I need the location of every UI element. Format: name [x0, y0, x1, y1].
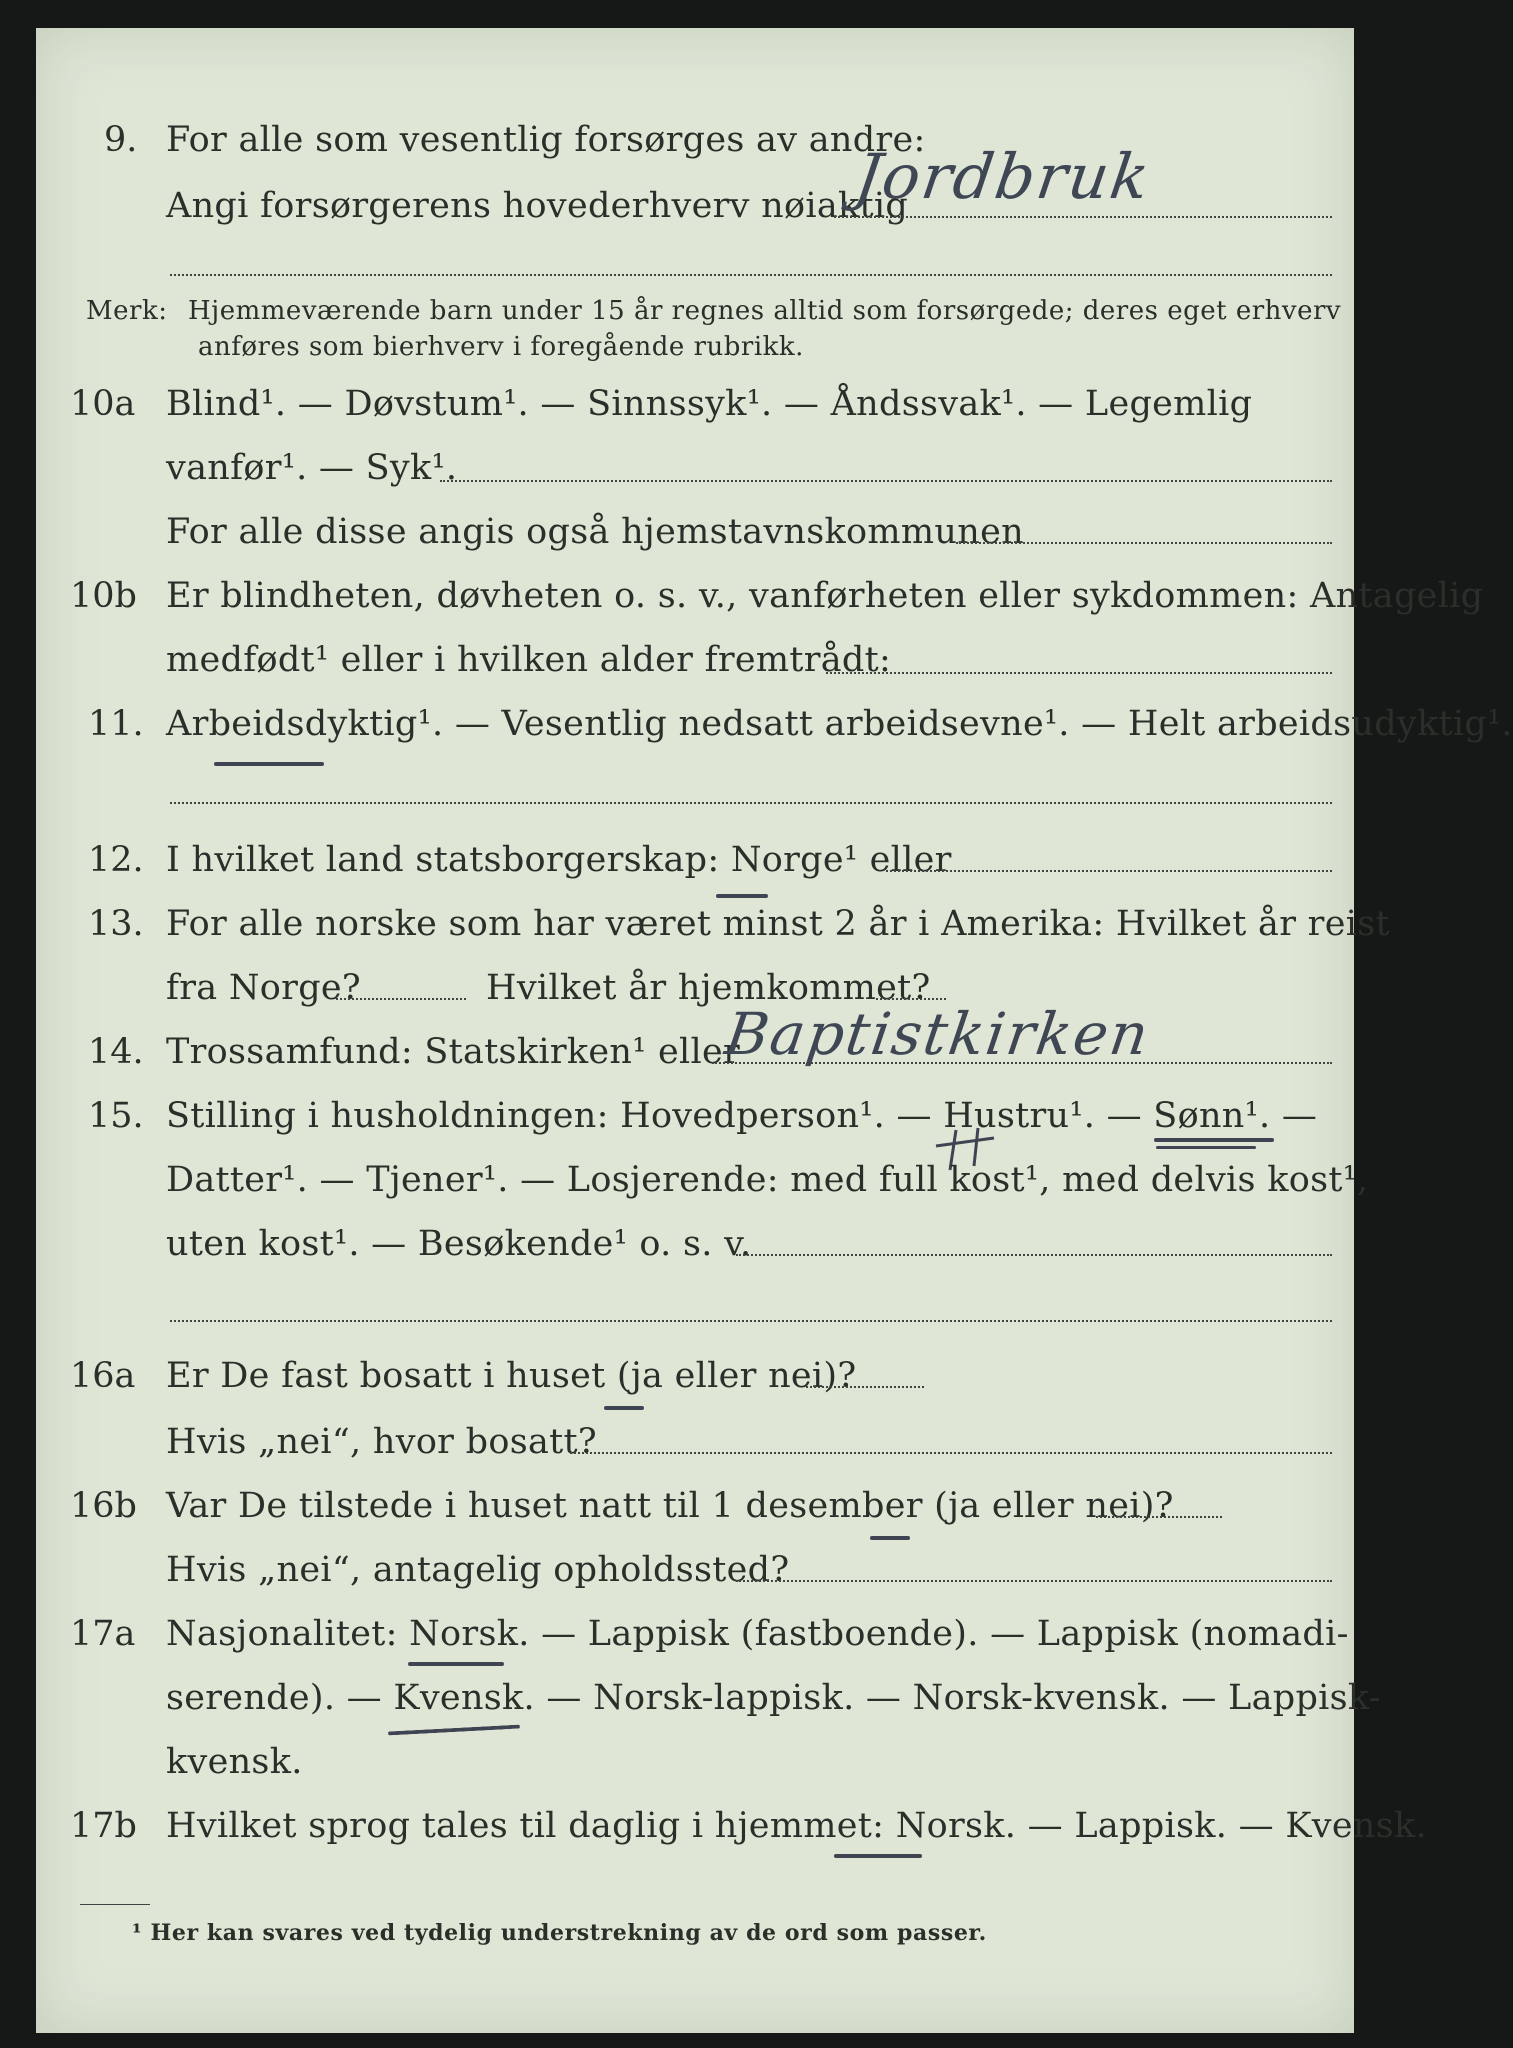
q15-answer-line[interactable]	[736, 1254, 1332, 1256]
q10a-answer-line[interactable]	[440, 480, 1332, 482]
q9-extra-line[interactable]	[170, 274, 1332, 276]
q10b-line2: medfødt¹ eller i hvilken alder fremtrådt:	[166, 640, 892, 680]
q16a-residence-line[interactable]	[570, 1452, 1332, 1454]
census-form-page	[36, 28, 1513, 2033]
q16a-answer-line[interactable]	[806, 1386, 924, 1388]
q16b-line2: Hvis „nei“, antagelig opholdssted?	[166, 1550, 790, 1590]
q16b-number: 16b	[70, 1486, 137, 1526]
q16a-number: 16a	[70, 1356, 136, 1396]
merk-label: Merk:	[86, 296, 168, 326]
q12-answer-line[interactable]	[886, 870, 1332, 872]
q10b-answer-line[interactable]	[826, 672, 1332, 674]
q16a-line2: Hvis „nei“, hvor bosatt?	[166, 1422, 597, 1462]
q15-underline-mark	[1154, 1138, 1274, 1142]
q10a-number: 10a	[70, 384, 136, 424]
q13-departure-line[interactable]	[336, 998, 466, 1000]
q11-extra-line[interactable]	[170, 802, 1332, 804]
q16b-line1: Var De tilstede i huset natt til 1 desember (ja eller nei)?	[166, 1486, 1174, 1526]
q10a-line3: For alle disse angis også hjemstavnskommunen	[166, 512, 1024, 552]
q13-line2b: Hvilket år hjemkommet?	[486, 968, 931, 1008]
q9-line1: For alle som vesentlig forsørges av andre:	[166, 120, 926, 160]
q11-number: 11.	[88, 704, 144, 744]
q9-line2: Angi forsørgerens hovederhverv nøiaktig	[166, 186, 909, 226]
q11-line1: Arbeidsdyktig¹. — Vesentlig nedsatt arbeidsevne¹. — Helt arbeidsudyktig¹.	[166, 704, 1513, 744]
merk-line1: Hjemmeværende barn under 15 år regnes alltid som forsørgede; deres eget erhverv	[188, 296, 1342, 326]
q15-extra-line[interactable]	[170, 1320, 1332, 1322]
q15-underline-mark-2	[1156, 1146, 1256, 1149]
q16b-location-line[interactable]	[736, 1580, 1332, 1582]
q10a-line2: vanfør¹. — Syk¹.	[166, 448, 458, 488]
q17a-underline-mark-2	[388, 1725, 520, 1736]
q17b-number: 17b	[70, 1806, 137, 1846]
q9-answer-line[interactable]	[834, 216, 1332, 218]
q15-number: 15.	[88, 1096, 144, 1136]
q17b-underline-mark	[834, 1854, 922, 1858]
q13-line2a: fra Norge?	[166, 968, 361, 1008]
q13-line1: For alle norske som har været minst 2 år i Amerika: Hvilket år reist	[166, 904, 1390, 944]
q12-underline-mark	[716, 894, 768, 898]
q14-line1: Trossamfund: Statskirken¹ eller	[166, 1032, 741, 1072]
q16b-underline-mark	[870, 1536, 910, 1540]
q10b-number: 10b	[70, 576, 137, 616]
q16a-underline-mark	[604, 1406, 644, 1410]
q11-underline-mark	[214, 762, 324, 766]
q13-number: 13.	[88, 904, 144, 944]
q14-number: 14.	[88, 1032, 144, 1072]
footnote-rule	[80, 1904, 150, 1905]
footnote: ¹ Her kan svares ved tydelig understrekning av de ord som passer.	[132, 1920, 987, 1946]
q10b-line1: Er blindheten, døvheten o. s. v., vanførheten eller sykdommen: Antagelig	[166, 576, 1484, 616]
q17a-line2: serende). — Kvensk. — Norsk-lappisk. — Norsk-kvensk. — Lappisk-	[166, 1678, 1381, 1718]
q12-number: 12.	[88, 840, 144, 880]
q12-line1: I hvilket land statsborgerskap: Norge¹ eller	[166, 840, 952, 880]
merk-line2: anføres som bierhverv i foregående rubrikk.	[198, 332, 804, 362]
q17a-underline-mark	[408, 1662, 504, 1666]
q17a-number: 17a	[70, 1614, 136, 1654]
q16a-line1: Er De fast bosatt i huset (ja eller nei)?	[166, 1356, 857, 1396]
q17a-line3: kvensk.	[166, 1742, 303, 1782]
q15-line3: uten kost¹. — Besøkende¹ o. s. v.	[166, 1224, 752, 1264]
q10a-line1: Blind¹. — Døvstum¹. — Sinnssyk¹. — Åndssvak¹. — Legemlig	[166, 384, 1253, 424]
q17b-line1: Hvilket sprog tales til daglig i hjemmet: Norsk. — Lappisk. — Kvensk.	[166, 1806, 1427, 1846]
q14-handwritten-answer: Baptistkirken	[721, 1000, 1155, 1068]
q9-handwritten-answer: Jordbruk	[850, 140, 1156, 213]
q15-line1: Stilling i husholdningen: Hovedperson¹. — Hustru¹. — Sønn¹. —	[166, 1096, 1318, 1136]
q9-number: 9.	[104, 120, 138, 160]
q16b-answer-line[interactable]	[1096, 1516, 1222, 1518]
q10a-municipality-line[interactable]	[956, 542, 1332, 544]
q17a-line1: Nasjonalitet: Norsk. — Lappisk (fastboende). — Lappisk (nomadi-	[166, 1614, 1349, 1654]
q15-line2: Datter¹. — Tjener¹. — Losjerende: med full kost¹, med delvis kost¹,	[166, 1160, 1369, 1200]
